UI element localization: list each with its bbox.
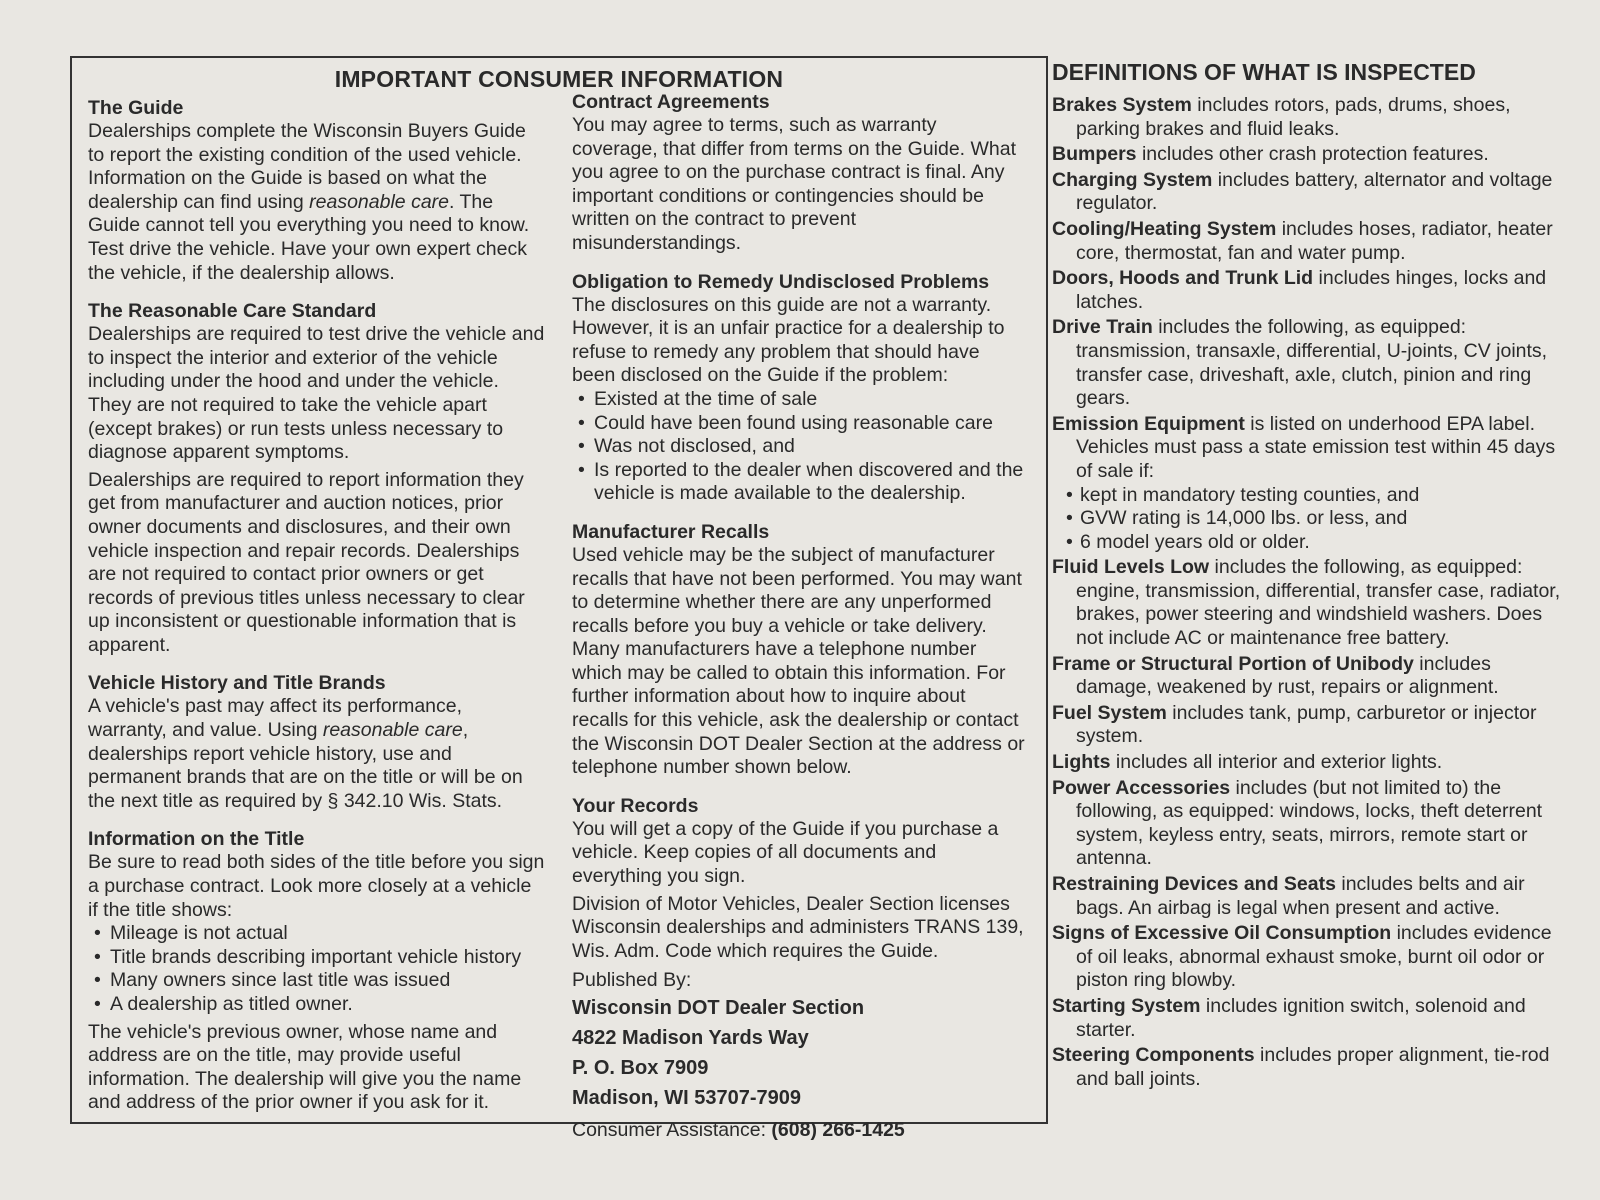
def-desc: includes hinges, locks and latches.	[1076, 267, 1547, 313]
text-part: A vehicle's past may affect its performance, warranty, and value. Using	[88, 695, 463, 742]
section-recalls	[572, 520, 1027, 780]
def-emission	[1052, 413, 1572, 555]
text-part: Dealerships complete the Wisconsin Buyers Guide to report the existing condition of the used vehicle. Information on the Guide is based on what the dealership can find using	[88, 120, 526, 213]
def-term: Power Accessories	[1052, 776, 1231, 799]
def-term: Lights	[1052, 751, 1111, 774]
title-bullet-list	[88, 922, 546, 1016]
emission-bullet-list	[1052, 484, 1572, 555]
address-line: Wisconsin DOT Dealer Section	[572, 997, 865, 1019]
def-term: Steering Components	[1052, 1044, 1255, 1067]
def-starting	[1052, 995, 1572, 1042]
section-text	[88, 120, 546, 285]
def-drive-train	[1052, 316, 1572, 410]
text-emphasis: reasonable care	[322, 719, 463, 742]
def-text	[1052, 922, 1572, 993]
def-text	[1052, 1044, 1572, 1091]
section-heading: Your Records	[572, 794, 699, 817]
def-desc: includes tank, pump, carburetor or injector system.	[1076, 701, 1537, 748]
def-desc: includes other crash protection features.	[1136, 143, 1489, 166]
dealer-section-address	[572, 993, 1027, 1113]
list-item: • GVW rating is 14,000 lbs. or less, and	[1076, 507, 1572, 531]
def-text	[1052, 143, 1572, 167]
text-emphasis: reasonable care	[309, 190, 449, 213]
def-text	[1052, 873, 1572, 920]
def-oil-consumption	[1052, 922, 1572, 993]
def-charging	[1052, 169, 1572, 216]
def-text	[1052, 94, 1572, 141]
def-term: Drive Train	[1052, 316, 1153, 339]
def-term: Brakes System	[1052, 94, 1192, 116]
def-term: Charging System	[1052, 168, 1213, 191]
text-part: . The Guide cannot tell you everything you need to know. Test drive the vehicle. Have your own expert check the vehicle, if the dealership allows.	[88, 190, 530, 284]
main-title: IMPORTANT CONSUMER INFORMATION	[334, 66, 784, 92]
def-desc: includes battery, alternator and voltage regulator.	[1076, 168, 1553, 215]
def-lights	[1052, 751, 1572, 775]
right-column	[1052, 58, 1572, 1093]
section-text	[88, 695, 546, 813]
list-item: • Could have been found using reasonable care	[594, 412, 1027, 436]
def-fuel	[1052, 702, 1572, 749]
def-term: Fuel System	[1052, 701, 1167, 724]
section-heading: Manufacturer Recalls	[572, 520, 770, 543]
def-term: Starting System	[1052, 994, 1201, 1017]
definitions-title: DEFINITIONS OF WHAT IS INSPECTED	[1052, 59, 1476, 85]
assistance-phone: (608) 266-1425	[771, 1119, 905, 1141]
def-desc: includes belts and air bags. An airbag is legal when present and active.	[1076, 873, 1525, 919]
list-item: • Is reported to the dealer when discovered and the vehicle is made available to the dealership.	[594, 459, 1027, 506]
address-line: 4822 Madison Yards Way	[572, 1027, 809, 1049]
address-line: Madison, WI 53707-7909	[572, 1087, 801, 1109]
consumer-assistance	[572, 1119, 1027, 1143]
def-text	[1052, 267, 1572, 314]
list-item: • 6 model years old or older.	[1076, 531, 1572, 555]
def-power-accessories	[1052, 777, 1572, 871]
section-text: The vehicle's previous owner, whose name and address are on the title, may provide useful information. The dealership will give you the name and address of the prior owner if you ask for it.	[88, 1020, 522, 1114]
section-text: Dealerships are required to report information they get from manufacturer and auction notices, prior owner documents and disclosures, and their own vehicle inspection and repair records. Dealerships are not required to contact prior owners or get records of previous titles unless necessary to clear up inconsistent or questionable information that is apparent.	[88, 468, 525, 656]
section-heading: The Reasonable Care Standard	[88, 300, 377, 323]
def-desc: includes (but not limited to) the following, as equipped: windows, locks, theft deterrent system, keyless entry, seats, mirrors, remote start or antenna.	[1076, 776, 1543, 870]
list-item: • Many owners since last title was issued	[110, 969, 546, 993]
list-item: • Title brands describing important vehicle history	[110, 946, 546, 970]
def-term: Emission Equipment	[1052, 412, 1245, 435]
list-item: • A dealership as titled owner.	[110, 993, 546, 1017]
def-desc: includes the following, as equipped: transmission, transaxle, differential, U-joints, CV joints, transfer case, driveshaft, axle, clutch, pinion and ring gears.	[1076, 316, 1548, 410]
def-term: Doors, Hoods and Trunk Lid	[1052, 267, 1314, 290]
def-brakes	[1052, 94, 1572, 141]
def-term: Signs of Excessive Oil Consumption	[1052, 922, 1392, 945]
consumer-info-box	[70, 56, 1048, 1141]
left-column	[88, 96, 546, 1129]
section-obligation	[572, 270, 1027, 506]
def-term: Bumpers	[1052, 143, 1137, 166]
def-text	[1052, 413, 1572, 484]
def-text	[1052, 653, 1572, 700]
section-title-info	[88, 827, 546, 1115]
def-desc: includes the following, as equipped: engine, transmission, differential, transfer case, radiator, brakes, power steering and windshield washers. Does not include AC or maintenance free battery.	[1076, 556, 1561, 650]
section-text: Division of Motor Vehicles, Dealer Section licenses Wisconsin dealerships and administers TRANS 139, Wis. Adm. Code which requires the Guide.	[572, 892, 1024, 962]
section-text: Dealerships are required to test drive the vehicle and to inspect the interior and exterior of the vehicle including under the hood and under the vehicle. They are not required to take the vehicle apart (except brakes) or run tests unless necessary to diagnose apparent symptoms.	[88, 323, 545, 464]
section-text: You may agree to terms, such as warranty coverage, that differ from terms on the Guide. What you agree to on the purchase contract is final. Any important conditions or contingencies should be written on the contract to prevent misunderstandings.	[572, 114, 1017, 254]
def-desc: includes evidence of oil leaks, abnormal exhaust smoke, burnt oil odor or piston ring blowby.	[1076, 922, 1552, 992]
section-text: You will get a copy of the Guide if you purchase a vehicle. Keep copies of all documents and everything you sign.	[572, 817, 999, 888]
middle-column	[572, 90, 1027, 1143]
section-the-guide	[88, 96, 546, 285]
def-cooling	[1052, 218, 1572, 265]
list-item: • kept in mandatory testing counties, and	[1076, 484, 1572, 508]
def-restraining	[1052, 873, 1572, 920]
section-text: Be sure to read both sides of the title before you sign a purchase contract. Look more closely at a vehicle if the title shows:	[88, 851, 545, 921]
text-part: , dealerships report vehicle history, use and permanent brands that are on the title or will be on the next title as required by § 342.10 Wis. Stats.	[88, 719, 523, 812]
def-text	[1052, 777, 1572, 871]
def-desc: includes all interior and exterior lights.	[1110, 751, 1443, 774]
def-desc: includes proper alignment, tie-rod and ball joints.	[1076, 1044, 1550, 1090]
section-reasonable-care	[88, 299, 546, 657]
def-text	[1052, 995, 1572, 1042]
def-frame	[1052, 653, 1572, 700]
def-term: Cooling/Heating System	[1052, 217, 1277, 240]
def-desc: includes ignition switch, solenoid and starter.	[1076, 994, 1526, 1041]
def-bumpers	[1052, 143, 1572, 167]
section-records	[572, 794, 1027, 964]
list-item: • Mileage is not actual	[110, 922, 546, 946]
section-heading: Obligation to Remedy Undisclosed Problems	[572, 270, 990, 293]
section-contract	[572, 90, 1027, 256]
def-term: Frame or Structural Portion of Unibody	[1052, 652, 1414, 675]
section-heading: Vehicle History and Title Brands	[88, 672, 386, 695]
published-by: Published By:	[572, 969, 692, 992]
def-text	[1052, 751, 1572, 775]
def-text	[1052, 169, 1572, 216]
def-term: Fluid Levels Low	[1052, 556, 1210, 579]
def-desc: includes rotors, pads, drums, shoes, parking brakes and fluid leaks.	[1076, 94, 1511, 140]
def-text	[1052, 316, 1572, 410]
section-heading: Contract Agreements	[572, 91, 770, 113]
list-item: • Was not disclosed, and	[594, 435, 1027, 459]
section-heading: Information on the Title	[88, 828, 305, 851]
section-text: The disclosures on this guide are not a warranty. However, it is an unfair practice for a dealership to refuse to remedy any problem that should have been disclosed on the Guide if the problem:	[572, 293, 1005, 387]
def-desc: includes damage, weakened by rust, repairs or alignment.	[1076, 652, 1499, 699]
def-text	[1052, 218, 1572, 265]
def-desc: is listed on underhood EPA label. Vehicles must pass a state emission test within 45 days of sale if:	[1076, 412, 1556, 482]
def-term: Restraining Devices and Seats	[1052, 873, 1336, 895]
def-desc: includes hoses, radiator, heater core, thermostat, fan and water pump.	[1076, 217, 1553, 264]
def-steering	[1052, 1044, 1572, 1091]
section-text: Used vehicle may be the subject of manufacturer recalls that have not been performed. You may want to determine whether there are any unperformed recalls before you buy a vehicle or take delivery. Many manufacturers have a telephone number which may be called to obtain this information. For further information about how to inquire about recalls for this vehicle, ask the dealership or contact the Wisconsin DOT Dealer Section at the address or telephone number shown below.	[572, 543, 1025, 779]
obligation-bullet-list	[572, 388, 1027, 506]
section-heading: The Guide	[88, 97, 184, 119]
def-fluid-levels	[1052, 556, 1572, 650]
section-vehicle-history	[88, 671, 546, 813]
assistance-label: Consumer Assistance:	[572, 1119, 772, 1141]
list-item: • Existed at the time of sale	[594, 388, 1027, 412]
def-doors	[1052, 267, 1572, 314]
def-text	[1052, 702, 1572, 749]
def-text	[1052, 556, 1572, 650]
address-line: P. O. Box 7909	[572, 1057, 709, 1079]
